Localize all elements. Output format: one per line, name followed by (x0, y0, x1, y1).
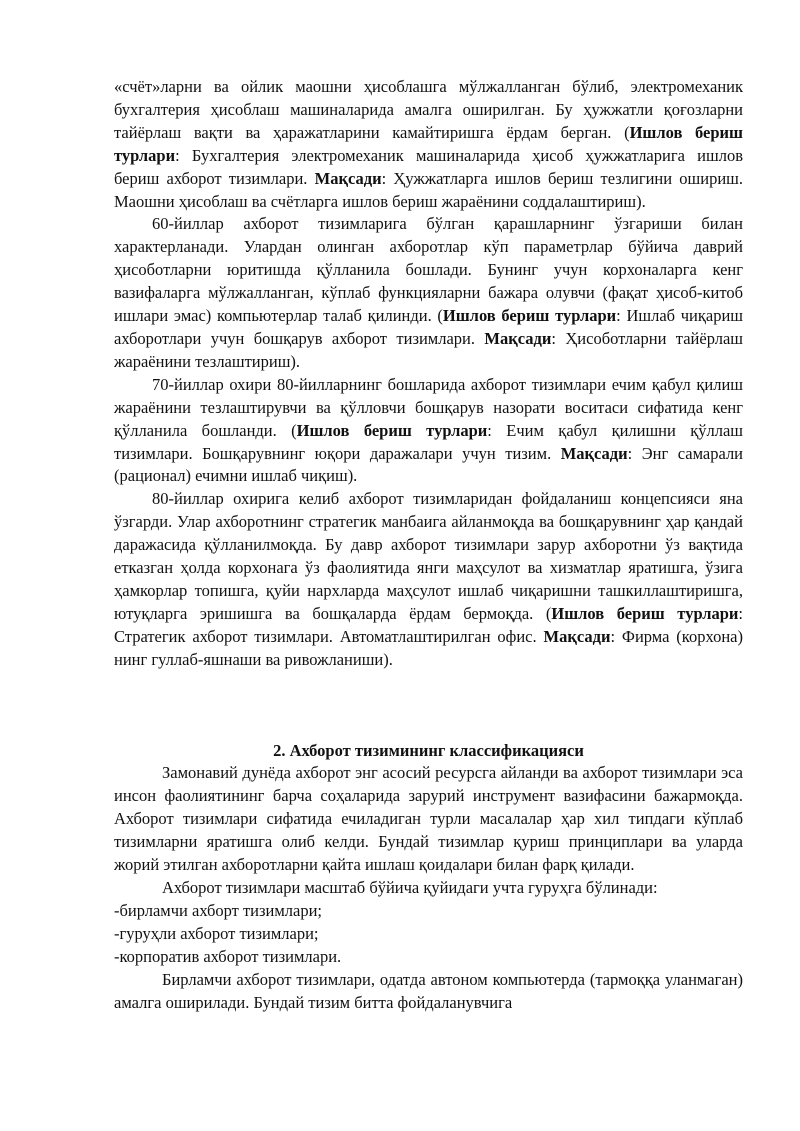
section-heading: 2. Ахборот тизимининг классификацияси (273, 740, 584, 760)
bold-term-purpose: Мақсади (484, 328, 552, 348)
paragraph-text: 80-йиллар охирига келиб ахборот тизимларидан фойдаланиш концепсияси яна ўзгарди. Улар ахборотнинг стратегик манбаига айланмоқда ва бошқарувнинг ҳар қандай даражасида қўлланилмоқда. Бу давр ахборот тизимлари зарур ахборотни ўз вақтида етказган ҳолда корхонага ўз фаолиятида янги маҳсулот ва хизматлар яратишга, ўзига ҳамкорлар топишга, қуйи нархларда маҳсулот ишлаб чиқаришни ташкиллаштиришга, ютуқларга эришишга ва бошқаларда ёрдам бермоқда. ( (114, 489, 743, 623)
list-item: -гуруҳли ахборот тизимлари; (114, 923, 319, 943)
paragraph-text: «счёт»ларни ва ойлик маошни ҳисоблашга мўлжалланган бўлиб, электромеханик бухгалтерия ҳисоблаш машиналарида амалга оширилган. Бу ҳужжатли қоғозларни тайёрлаш вақти ва ҳаражатларини камайтиришга ёрдам берган. ( (114, 77, 743, 142)
bold-term-purpose: Мақсади (560, 443, 628, 463)
bold-term-purpose: Мақсади (543, 626, 611, 646)
paragraph-1980s (114, 488, 743, 671)
document-body (114, 76, 743, 1014)
paragraph-text: : Ҳужжатларга ишлов бериш тезлигини ошириш. Маошни ҳисоблаш ва счётларга ишлов бериш жараёнини соддалаштириш). (114, 168, 743, 211)
paragraph-1970s (114, 374, 743, 489)
paragraph-text: : Энг самарали (рационал) ечимни ишлаб чиқиш). (114, 443, 744, 486)
bold-term-processing-types: Ишлов бериш турлари (442, 306, 617, 326)
bold-term-processing-types: Ишлов бериш турлари (296, 420, 488, 440)
paragraph-text: : Бухгалтерия электромеханик машиналарида ҳисоб ҳужжатларига ишлов бериш ахборот тизимлари. (114, 145, 743, 188)
list-item: -корпоратив ахборот тизимлари. (114, 946, 342, 966)
paragraph-text: : Фирма (корхона) нинг гуллаб-яшнаши ва ривожланиши). (114, 626, 743, 669)
paragraph-modern-world: Замонавий дунёда ахборот энг асосий ресурсга айланди ва ахборот тизимлари эса инсон фаолиятининг барча соҳаларида зарурий инструмент вазифасини бажармоқда. Ахборот тизимлари сифатида ечиладиган турли масалалар ҳар хил типдаги кўплаб тизимларни яратишга олиб келди. Бундай тизимлар қуриш принциплари ва уларда жорий этилган ахборотларни қайта ишлаш қоидалари билан фарқ қилади. (114, 763, 743, 875)
paragraph-1960s (114, 213, 743, 373)
list-item: -бирламчи ахборт тизимлари; (114, 900, 323, 920)
bold-term-processing-types: Ишлов бериш турлари (551, 603, 739, 623)
paragraph-text: 60-йиллар ахборот тизимларига бўлган қарашларнинг ўзгариши билан характерланади. Улардан олинган ахборотлар кўп параметрлар бўйича даврий ҳисоботларни юритишда қўлланила бошлади. Бунинг учун корхоналарга кенг вазифаларга мўлжалланган, кўплаб функцияларни бажара олувчи (фақат ҳисоб-китоб ишлари эмас) компьютерлар талаб қилинди. ( (114, 214, 743, 326)
paragraph-text: : Стратегик ахборот тизимлари. Автоматлаштирилган офис. (114, 603, 743, 646)
paragraph-text: 70-йиллар охири 80-йилларнинг бошларида ахборот тизимлари ечим қабул қилиш жараёнини тезлаштирувчи ва қўлловчи бошқарув назорати воситаси сифатида кенг қўлланила бошланди. ( (114, 374, 743, 440)
paragraph-accounting-machines (114, 76, 743, 213)
paragraph-scale-groups: Ахборот тизимлари масштаб бўйича қуйидаги учта гуруҳга бўлинади: (162, 878, 658, 897)
paragraph-text: : Ишлаб чиқариш ахборотлари учун бошқарув ахборот тизимлари. (114, 306, 743, 348)
section-spacer (114, 672, 743, 740)
paragraph-primary-systems: Бирламчи ахборот тизимлари, одатда автоном компьютерда (тармоққа уланмаган) амалга оширилади. Бундай тизим битта фойдаланувчига (114, 969, 743, 1012)
bold-term-purpose: Мақсади (314, 168, 382, 188)
paragraph-text: : Ҳисоботларни тайёрлаш жараёнини тезлаштириш). (114, 328, 743, 371)
bold-term-processing-types: Ишлов бериш турлари (114, 122, 743, 165)
paragraph-text: : Ечим қабул қилишни қўллаш тизимлари. Бошқарувнинг юқори даражалари учун тизим. (114, 420, 743, 463)
